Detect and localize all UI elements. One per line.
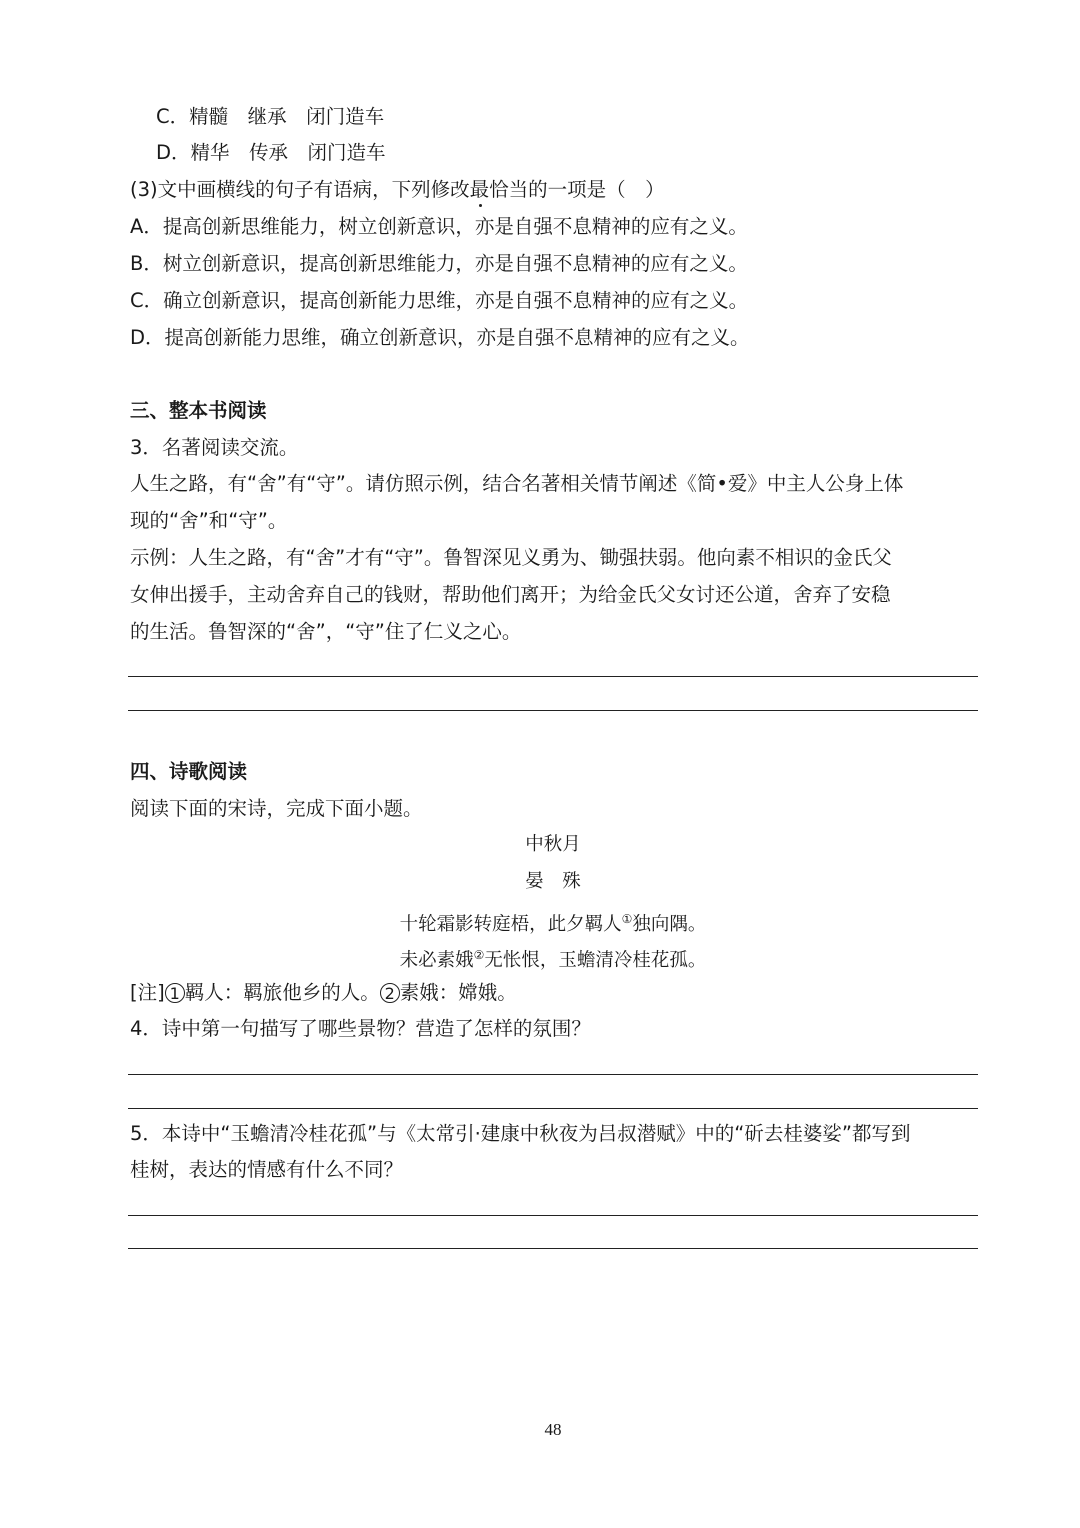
emphasis-char: 最 [469,178,490,201]
poem-line-1 [0,907,1080,937]
stem-text: 恰当的一项是（ ） [489,178,665,201]
q3-stem [130,178,665,202]
q3-option-b: B．树立创新意识，提高创新思维能力，亦是自强不息精神的应有之义。 [130,252,748,275]
note-text: 羁人：羁旅他乡的人。 [184,981,380,1004]
option-d [156,141,386,165]
q3-title: 3．名著阅读交流。 [130,436,299,459]
paragraph-line: 的生活。鲁智深的“舍”，“守”住了仁义之心。 [130,620,522,643]
paragraph-line: 女伸出援手，主动舍弃自己的钱财，帮助他们离开；为给金氏父女讨还公道，舍弃了安稳 [130,583,891,606]
note-marker: 1 [165,983,185,1003]
q3-option-c: C．确立创新意识，提高创新能力思维，亦是自强不息精神的应有之义。 [130,289,749,312]
verse-text: 无怅恨，玉蟾清冷桂花孤。 [484,950,707,972]
q3-option-a: A．提高创新思维能力，树立创新意识，亦是自强不息精神的应有之义。 [130,215,748,238]
poem-line-2 [0,943,1080,973]
note-marker: ② [473,948,485,962]
note-text: 素娥：嫦娥。 [399,981,517,1004]
option-c [156,105,384,129]
q3-option-d: D．提高创新能力思维，确立创新意识，亦是自强不息精神的应有之义。 [130,326,750,349]
option-text: 精髓 继承 闭门造车 [189,105,385,128]
q4-text: 4．诗中第一句描写了哪些景物？营造了怎样的氛围？ [130,1017,591,1040]
option-label: C． [156,105,190,128]
page-number: 48 [544,1420,562,1439]
verse-text: 未必素娥 [399,950,474,972]
section4-intro: 阅读下面的宋诗，完成下面小题。 [130,797,423,820]
q5-text: 5．本诗中“玉蟾清冷桂花孤”与《太常引·建康中秋夜为吕叔潜赋》中的“斫去桂婆娑”都写到 [130,1122,911,1145]
poem-title: 中秋月 [525,834,581,855]
paragraph-line: 人生之路，有“舍”有“守”。请仿照示例，结合名著相关情节阐述《简•爱》中主人公身上体 [130,472,904,495]
answer-line[interactable] [128,1074,978,1075]
option-label: D． [156,141,191,164]
paragraph-line: 现的“舍”和“守”。 [130,509,288,532]
section3-heading: 三、整本书阅读 [130,399,267,422]
answer-line[interactable] [128,676,978,677]
answer-line[interactable] [128,1248,978,1249]
paragraph-line: 示例：人生之路，有“舍”才有“守”。鲁智深见义勇为、锄强扶弱。他向素不相识的金氏父 [130,546,892,569]
answer-line[interactable] [128,710,978,711]
stem-text: (3)文中画横线的句子有语病，下列修改 [130,178,470,201]
q5-text: 桂树，表达的情感有什么不同？ [130,1158,404,1181]
poem-author: 晏 殊 [525,871,581,892]
note-marker: ① [621,912,633,926]
poem-notes [130,981,517,1005]
answer-line[interactable] [128,1108,978,1109]
answer-line[interactable] [128,1215,978,1216]
verse-text: 独向隅。 [632,914,707,936]
verse-text: 十轮霜影转庭梧，此夕羁人 [399,914,622,936]
note-marker: 2 [380,983,400,1003]
section4-heading: 四、诗歌阅读 [130,760,248,783]
option-text: 精华 传承 闭门造车 [190,141,386,164]
notes-prefix: [注] [130,981,165,1004]
